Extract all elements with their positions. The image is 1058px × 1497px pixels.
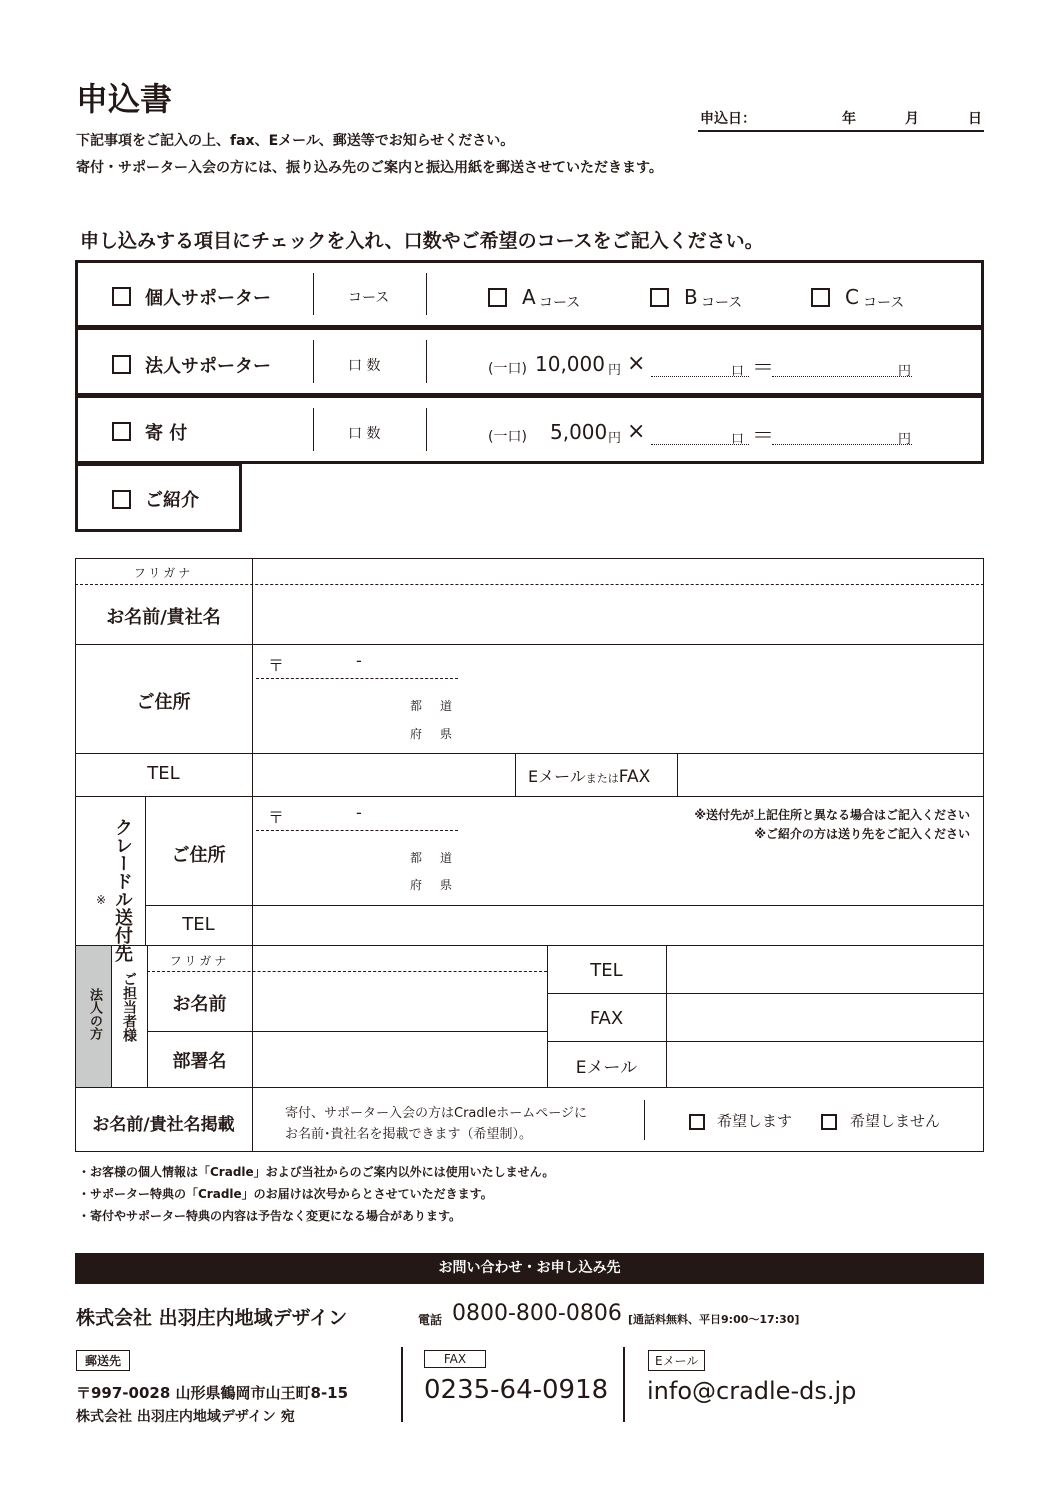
email-address[interactable]: info@cradle-ds.jp xyxy=(647,1377,857,1405)
row-divider xyxy=(75,945,984,946)
note-3: ・寄付やサポーター特典の内容は予告なく変更になる場合があります。 xyxy=(78,1209,462,1223)
contact-furigana-label: フリガナ xyxy=(169,954,230,968)
fu-label: 府 xyxy=(410,878,423,892)
email-label: Eメール xyxy=(648,1350,705,1371)
furigana-input[interactable] xyxy=(254,560,982,583)
day-label: 日 xyxy=(968,111,982,127)
per-unit-label: (一口) xyxy=(488,361,527,377)
dest-address-input[interactable] xyxy=(470,845,980,900)
wish-yes-checkbox[interactable] xyxy=(689,1111,705,1130)
row-divider xyxy=(75,753,984,754)
intro-line-1: 下記事項をご記入の上、fax、Eメール、郵送等でお知らせください。 xyxy=(76,133,515,149)
asterisk-mark: ※ xyxy=(96,893,107,907)
furigana-divider xyxy=(75,584,984,585)
divider xyxy=(252,945,253,1087)
course-b-checkbox[interactable] xyxy=(650,287,669,307)
referral-checkbox[interactable] xyxy=(112,489,131,509)
mail-recipient: 株式会社 出羽庄内地域デザイン 宛 xyxy=(76,1409,295,1425)
email-or-fax-label: EメールまたはFAX xyxy=(528,767,651,787)
contact-furigana-input[interactable] xyxy=(254,947,546,970)
postal-hyphen: - xyxy=(356,651,362,670)
dest-note-1: ※送付先が上記住所と異なる場合はご記入ください xyxy=(694,808,970,822)
course-c-suffix: コース xyxy=(863,295,905,311)
donation-row xyxy=(75,395,984,464)
contact-side-label: ご担当者様 xyxy=(121,972,137,1042)
units-label: 口 数 xyxy=(348,358,381,374)
times-sign: × xyxy=(627,351,646,376)
contact-furigana-divider xyxy=(147,971,547,972)
fax-label: FAX xyxy=(424,1350,486,1368)
cradle-label: クレードル送付先 xyxy=(112,818,133,962)
year-label: 年 xyxy=(842,111,856,127)
divider xyxy=(426,340,427,383)
to-label: 都 xyxy=(410,851,423,865)
course-a-letter: A xyxy=(522,285,536,309)
furigana-label: フリガナ xyxy=(133,566,194,580)
corporate-supporter-label: 法人サポーター xyxy=(145,356,271,377)
do-label: 道 xyxy=(440,851,453,865)
course-b-suffix: コース xyxy=(701,295,743,311)
mail-label: 郵送先 xyxy=(76,1350,130,1371)
postal-code-input[interactable] xyxy=(256,678,458,679)
contact-name-input[interactable] xyxy=(254,973,546,1029)
kuchi-label: 口 xyxy=(731,364,745,379)
name-input[interactable] xyxy=(254,586,982,642)
name-label: お名前/貴社名 xyxy=(106,607,221,628)
times-sign: × xyxy=(627,419,646,444)
fax-number[interactable]: 0235-64-0918 xyxy=(424,1375,609,1405)
divider xyxy=(313,273,314,315)
contact-tel-label: TEL xyxy=(590,960,623,981)
referral-label: ご紹介 xyxy=(145,490,199,511)
row-divider xyxy=(75,796,984,797)
dest-postal-input[interactable] xyxy=(256,830,458,831)
dest-tel-input[interactable] xyxy=(254,907,982,943)
email-or-fax-input[interactable] xyxy=(680,755,982,794)
row-divider xyxy=(147,1031,547,1032)
row-divider xyxy=(75,644,984,645)
label-column-divider xyxy=(252,558,253,945)
units-label: 口 数 xyxy=(348,426,381,442)
phone-note: [通話料無料、平日9:00～17:30] xyxy=(628,1313,800,1326)
course-c-checkbox[interactable] xyxy=(811,287,830,307)
row-divider xyxy=(75,1087,984,1088)
contact-fax-label: FAX xyxy=(589,1008,624,1029)
donation-label: 寄 付 xyxy=(145,423,188,444)
wish-yes-label: 希望します xyxy=(717,1112,793,1130)
yen-label: 円 xyxy=(608,363,622,378)
phone-number[interactable]: 0800-800-0806 xyxy=(452,1301,622,1326)
per-unit-label: (一口) xyxy=(488,429,527,445)
publish-desc-1: 寄付、サポーター入会の方はCradleホームページに xyxy=(285,1106,587,1121)
yen-total-label: 円 xyxy=(898,364,912,379)
publish-label: お名前/貴社名掲載 xyxy=(92,1115,235,1135)
row-divider xyxy=(145,905,984,906)
postal-mark: 〒 xyxy=(268,656,285,675)
divider xyxy=(623,1347,625,1422)
dest-tel-label: TEL xyxy=(182,914,215,935)
divider xyxy=(252,1087,253,1152)
address-label: ご住所 xyxy=(136,692,191,713)
tel-input[interactable] xyxy=(254,755,514,794)
wish-no-label: 希望しません xyxy=(850,1112,941,1130)
equals-sign: ＝ xyxy=(752,424,775,449)
contact-name-label: お名前 xyxy=(172,994,227,1015)
tel-label: TEL xyxy=(147,763,180,784)
company-name: 株式会社 出羽庄内地域デザイン xyxy=(76,1307,348,1329)
publish-desc-2: お名前･貴社名を掲載できます（希望制）。 xyxy=(285,1127,533,1142)
intro-line-2: 寄付・サポーター入会の方には、振り込み先のご案内と振込用紙を郵送させていただきます。 xyxy=(76,160,663,176)
equals-sign: ＝ xyxy=(752,356,775,381)
contact-banner-text: お問い合わせ・お申し込み先 xyxy=(438,1260,621,1276)
divider xyxy=(644,1100,645,1140)
wish-no-checkbox[interactable] xyxy=(821,1111,837,1130)
fu-label: 府 xyxy=(410,727,423,741)
yen-total-label: 円 xyxy=(898,432,912,447)
unit-price: 10,000 xyxy=(535,352,605,376)
corporate-supporter-checkbox[interactable] xyxy=(112,354,131,374)
unit-price: 5,000 xyxy=(550,420,608,444)
date-underline xyxy=(698,130,984,132)
course-b-letter: B xyxy=(684,285,698,309)
divider xyxy=(426,408,427,451)
course-a-checkbox[interactable] xyxy=(488,287,507,307)
corporate-total-input[interactable] xyxy=(772,376,912,377)
individual-supporter-label: 個人サポーター xyxy=(145,288,271,309)
donation-checkbox[interactable] xyxy=(112,421,131,441)
date-label: 申込日： xyxy=(700,111,756,127)
row-divider xyxy=(547,1041,984,1042)
divider xyxy=(313,340,314,383)
yen-label: 円 xyxy=(608,431,622,446)
divider xyxy=(313,408,314,451)
do-label: 道 xyxy=(440,699,453,713)
instruction-text: 申し込みする項目にチェックを入れ、口数やご希望のコースをご記入ください。 xyxy=(80,230,764,252)
postal-hyphen: - xyxy=(356,803,362,822)
course-a-suffix: コース xyxy=(539,295,581,311)
page-title: 申込書 xyxy=(76,80,173,118)
divider xyxy=(677,753,678,796)
individual-supporter-checkbox[interactable] xyxy=(112,286,131,306)
phone-label: 電話 xyxy=(418,1313,443,1327)
divider xyxy=(111,945,112,1087)
dept-input[interactable] xyxy=(254,1033,546,1085)
course-label: コース xyxy=(348,290,390,306)
ken-label: 県 xyxy=(440,727,453,741)
course-c-letter: C xyxy=(845,285,859,309)
month-label: 月 xyxy=(905,111,919,127)
divider xyxy=(515,753,516,796)
mail-address: 〒997-0028 山形県鶴岡市山王町8-15 xyxy=(76,1384,349,1402)
donation-total-input[interactable] xyxy=(772,444,912,445)
contact-email-input[interactable] xyxy=(668,1043,982,1085)
address-input[interactable] xyxy=(470,686,980,748)
contact-banner xyxy=(75,1253,984,1284)
dest-address-label: ご住所 xyxy=(171,845,226,866)
to-label: 都 xyxy=(410,699,423,713)
ken-label: 県 xyxy=(440,878,453,892)
dept-label: 部署名 xyxy=(172,1051,227,1072)
divider xyxy=(426,273,427,315)
note-1: ・お客様の個人情報は「Cradle」および当社からのご案内以外には使用いたしません。 xyxy=(78,1165,555,1179)
note-2: ・サポーター特典の「Cradle」のお届けは次号からとさせていただきます。 xyxy=(78,1187,493,1201)
postal-mark: 〒 xyxy=(268,808,285,827)
row-divider xyxy=(547,993,984,994)
divider xyxy=(666,945,667,1087)
divider xyxy=(401,1347,403,1422)
contact-fax-input[interactable] xyxy=(668,995,982,1039)
corporate-side-label: 法人の方 xyxy=(87,988,102,1040)
contact-tel-input[interactable] xyxy=(668,947,982,991)
kuchi-label: 口 xyxy=(731,432,745,447)
dest-note-2: ※ご紹介の方は送り先をご記入ください xyxy=(754,827,970,841)
contact-email-label: Eメール xyxy=(575,1058,638,1078)
